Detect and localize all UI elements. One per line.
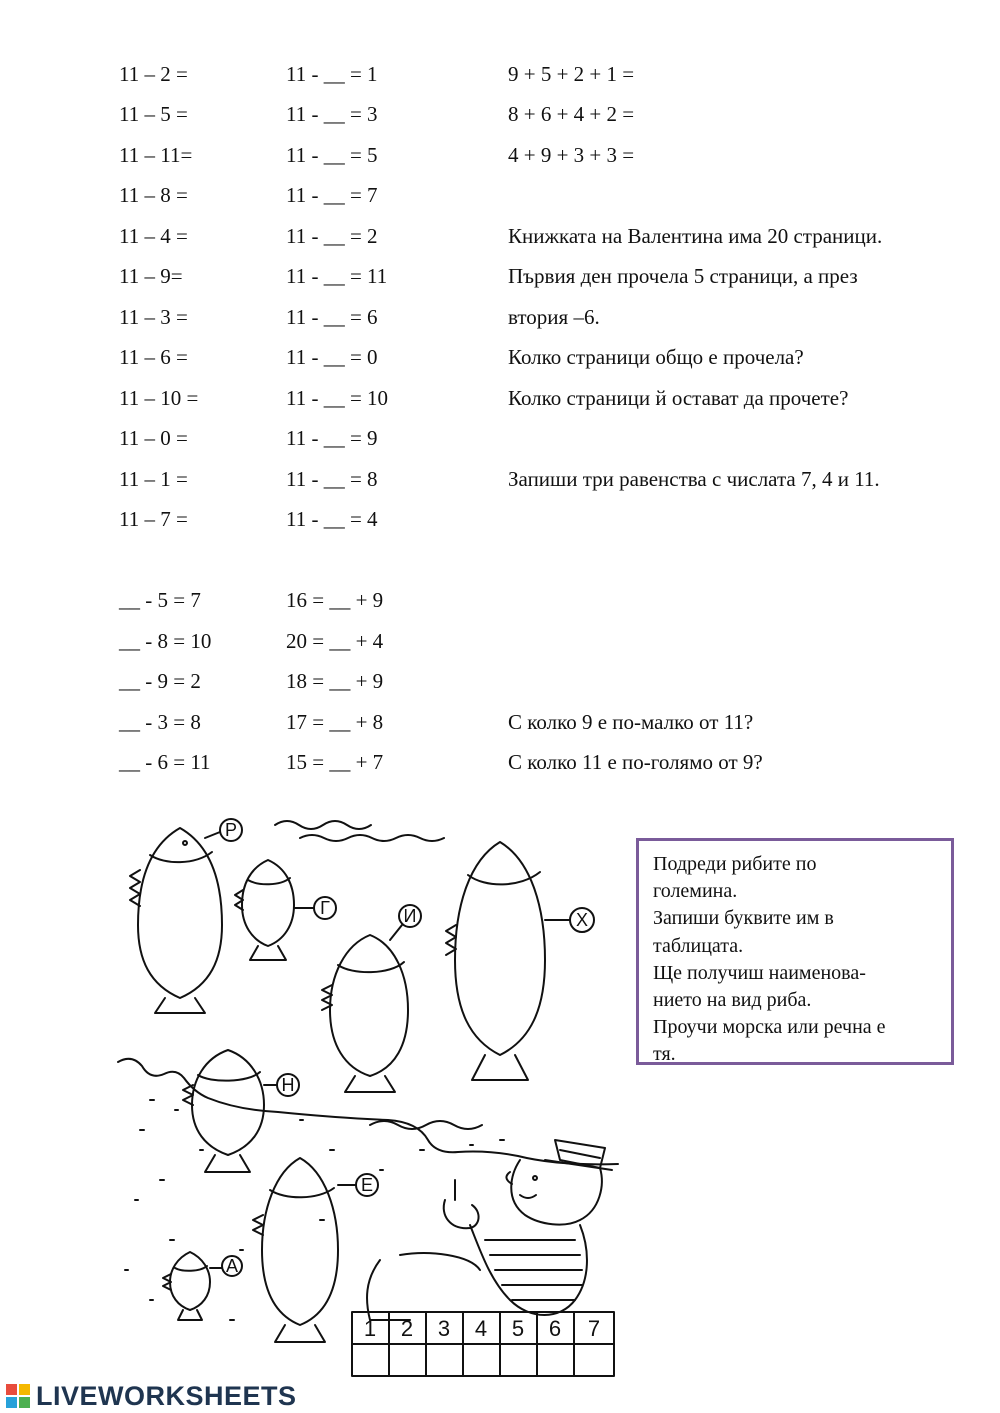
missing-addend-4: 17 = __ + 8 xyxy=(286,710,384,734)
missing-minuend-5: __ - 6 = 11 xyxy=(119,750,211,774)
fish-letter-e: Е xyxy=(360,1175,374,1195)
answer-grid xyxy=(352,1312,614,1376)
equation-sub-5: 11 – 4 = xyxy=(119,224,188,248)
grid-number-7: 7 xyxy=(587,1316,601,1341)
grid-number-5: 5 xyxy=(511,1316,525,1341)
equation-missing-subtrahend-7: 11 - __ = 6 xyxy=(286,305,378,329)
missing-minuend-1: __ - 5 = 7 xyxy=(119,588,201,612)
equation-sub-1: 11 – 2 = xyxy=(119,62,188,86)
sum-equation-1: 9 + 5 + 2 + 1 = xyxy=(508,62,635,86)
fisherman xyxy=(367,1140,612,1320)
instruction-line: Запиши буквите им в xyxy=(653,907,834,930)
missing-minuend-2: __ - 8 = 10 xyxy=(119,629,212,653)
liveworksheets-logo[interactable] xyxy=(6,1381,297,1411)
fish-g xyxy=(235,860,336,960)
instruction-line: тя. xyxy=(653,1043,676,1066)
word-problem-line-3: втория –6. xyxy=(508,305,600,329)
instruction-box xyxy=(636,838,954,1065)
missing-addend-5: 15 = __ + 7 xyxy=(286,750,384,774)
fish-e xyxy=(253,1158,378,1342)
word-problem-question-1: Колко страници общо е прочела? xyxy=(508,345,804,369)
equation-sub-3: 11 – 11= xyxy=(119,143,193,167)
equation-sub-8: 11 – 6 = xyxy=(119,345,188,369)
liveworksheets-logo-icon xyxy=(6,1384,30,1408)
fish-p xyxy=(130,819,242,1013)
fish-letter-h: Х xyxy=(575,910,589,930)
instruction-line: Ще получиш наименова- xyxy=(653,961,866,984)
fish-n xyxy=(183,1050,299,1172)
fish-h xyxy=(446,842,594,1080)
fish-letter-g: Г xyxy=(320,898,330,918)
equation-sub-11: 11 – 1 = xyxy=(119,467,188,491)
instruction-line: Подреди рибите по xyxy=(653,853,817,875)
grid-number-1: 1 xyxy=(363,1316,377,1341)
equation-sub-10: 11 – 0 = xyxy=(119,426,188,450)
logo-text: LIVEWORKSHEETS xyxy=(36,1380,297,1411)
water-waves xyxy=(118,821,618,1320)
instruction-line: Проучи морска или речна е xyxy=(653,1016,886,1039)
equation-missing-subtrahend-10: 11 - __ = 9 xyxy=(286,426,378,450)
word-problem-line-2: Първия ден прочела 5 страници, а през xyxy=(508,264,858,288)
sum-equation-2: 8 + 6 + 4 + 2 = xyxy=(508,102,635,126)
fish-illustration xyxy=(110,800,630,1385)
equation-missing-subtrahend-6: 11 - __ = 11 xyxy=(286,264,388,288)
missing-minuend-4: __ - 3 = 8 xyxy=(119,710,201,734)
grid-number-4: 4 xyxy=(474,1316,488,1341)
comparison-question-1: С колко 9 е по-малко от 11? xyxy=(508,710,754,734)
grid-number-2: 2 xyxy=(400,1316,414,1341)
equation-sub-6: 11 – 9= xyxy=(119,264,183,288)
equation-sub-2: 11 – 5 = xyxy=(119,102,188,126)
equation-missing-subtrahend-11: 11 - __ = 8 xyxy=(286,467,378,491)
fish-letter-i: И xyxy=(403,906,417,926)
missing-addend-3: 18 = __ + 9 xyxy=(286,669,384,693)
fish-a xyxy=(163,1252,242,1320)
equation-missing-subtrahend-2: 11 - __ = 3 xyxy=(286,102,378,126)
equation-missing-subtrahend-12: 11 - __ = 4 xyxy=(286,507,378,531)
equation-missing-subtrahend-8: 11 - __ = 0 xyxy=(286,345,378,369)
equation-missing-subtrahend-1: 11 - __ = 1 xyxy=(286,62,378,86)
equalities-task: Запиши три равенства с числата 7, 4 и 11. xyxy=(508,467,880,491)
word-problem-question-2: Колко страници й остават да прочете? xyxy=(508,386,849,410)
equation-missing-subtrahend-5: 11 - __ = 2 xyxy=(286,224,378,248)
missing-addend-2: 20 = __ + 4 xyxy=(286,629,384,653)
instruction-line: таблицата. xyxy=(653,934,744,957)
equation-missing-subtrahend-3: 11 - __ = 5 xyxy=(286,143,378,167)
instruction-line: големина. xyxy=(653,880,738,903)
missing-addend-1: 16 = __ + 9 xyxy=(286,588,384,612)
equation-missing-subtrahend-9: 11 - __ = 10 xyxy=(286,386,389,410)
grid-number-6: 6 xyxy=(548,1316,562,1341)
fish-letter-n: Н xyxy=(281,1075,295,1095)
fish-letter-a: А xyxy=(225,1256,239,1276)
comparison-question-2: С колко 11 е по-голямо от 9? xyxy=(508,750,763,774)
equation-missing-subtrahend-4: 11 - __ = 7 xyxy=(286,183,378,207)
equation-sub-7: 11 – 3 = xyxy=(119,305,188,329)
instruction-line: нието на вид риба. xyxy=(653,989,812,1012)
equation-sub-9: 11 – 10 = xyxy=(119,386,199,410)
missing-minuend-3: __ - 9 = 2 xyxy=(119,669,201,693)
equation-sub-12: 11 – 7 = xyxy=(119,507,188,531)
equation-sub-4: 11 – 8 = xyxy=(119,183,188,207)
fish-i xyxy=(322,905,421,1092)
sum-equation-3: 4 + 9 + 3 + 3 = xyxy=(508,143,635,167)
word-problem-line-1: Книжката на Валентина има 20 страници. xyxy=(508,224,883,248)
fish-letter-p: Р xyxy=(224,820,238,840)
grid-number-3: 3 xyxy=(437,1316,451,1341)
